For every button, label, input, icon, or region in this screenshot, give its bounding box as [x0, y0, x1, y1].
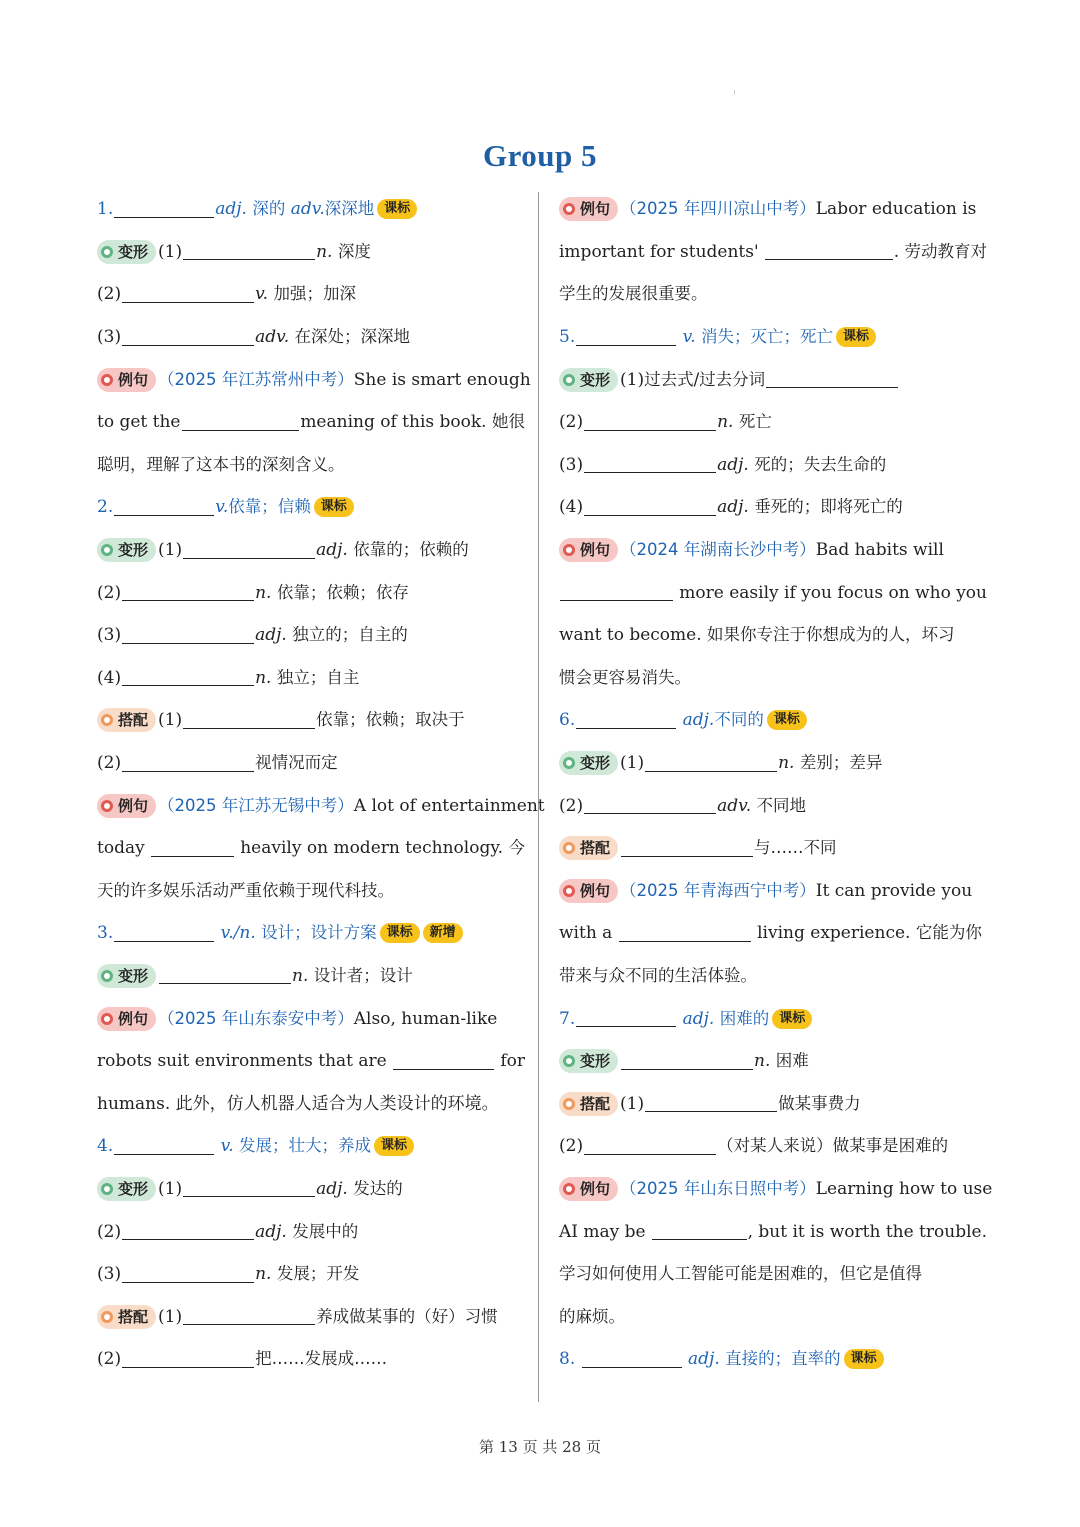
part-of-speech: n.	[255, 667, 272, 688]
answer-blank[interactable]	[584, 456, 716, 473]
example-source: （2025 年四川凉山中考）	[620, 199, 816, 219]
part-of-speech: adj.	[316, 540, 348, 561]
item-number: (1)	[158, 540, 183, 561]
answer-blank[interactable]	[122, 329, 254, 346]
part-of-speech: n.	[255, 1264, 272, 1285]
entry-5-header	[559, 316, 987, 359]
circle-icon	[563, 203, 575, 215]
example-text: robots suit environments that are	[97, 1051, 387, 1072]
answer-blank[interactable]	[182, 414, 300, 431]
part-of-speech: adv.	[290, 199, 325, 220]
item-number: (4)	[559, 497, 584, 518]
entry-2-variant-3	[97, 614, 525, 657]
entry-6-header	[559, 699, 987, 742]
definition: 发展；壮大；养成	[239, 1136, 372, 1156]
entry-number: 4.	[97, 1136, 114, 1157]
entry-number: 1.	[97, 199, 114, 220]
answer-blank[interactable]	[183, 712, 315, 729]
entry-4-collocation-2	[97, 1338, 525, 1381]
tag-label: 变形	[580, 754, 611, 773]
circle-icon	[101, 544, 113, 556]
part-of-speech: v.	[682, 327, 696, 348]
circle-icon	[563, 544, 575, 556]
dapei-tag	[97, 708, 156, 732]
definition: 做某事费力	[778, 1093, 861, 1113]
item-number: (3)	[97, 327, 122, 348]
entry-2-variant-1	[97, 529, 525, 572]
bianxing-tag	[559, 1049, 618, 1073]
translation: 如果你专注于你想成为的人，坏习	[707, 625, 955, 645]
entry-3-example-line-3	[97, 1082, 525, 1125]
part-of-speech: n.	[717, 412, 734, 433]
tag-label: 搭配	[580, 1094, 611, 1113]
part-of-speech: adj.	[255, 625, 287, 646]
answer-blank[interactable]	[114, 1138, 214, 1155]
entry-number: 2.	[97, 497, 114, 518]
translation: 劳动教育对	[904, 241, 987, 261]
answer-blank[interactable]	[619, 925, 751, 942]
tag-label: 搭配	[118, 711, 149, 730]
entry-5-variant-1	[559, 358, 987, 401]
entry-5-example-line-2	[559, 571, 987, 614]
circle-icon	[563, 1055, 575, 1067]
answer-blank[interactable]	[765, 243, 893, 260]
entry-4-example	[559, 188, 987, 231]
entry-number: 5.	[559, 327, 576, 348]
entry-7-example-line-3	[559, 1253, 987, 1296]
item-number: (1)	[158, 1306, 183, 1327]
tag-label: 例句	[580, 881, 611, 900]
part-of-speech: n.	[778, 753, 795, 774]
tag-label: 变形	[118, 1179, 149, 1198]
answer-blank[interactable]	[576, 712, 676, 729]
page-title: Group 5	[482, 138, 598, 173]
definition: 差别；差异	[799, 753, 883, 773]
tag-label: 例句	[580, 1179, 611, 1198]
answer-blank[interactable]	[151, 840, 234, 857]
definition: 困难的	[719, 1008, 770, 1028]
circle-icon	[563, 1098, 575, 1110]
example-source: （2025 年山东泰安中考）	[158, 1008, 354, 1028]
entry-4-variant-1	[97, 1168, 525, 1211]
item-number: (1)	[158, 1178, 183, 1199]
answer-blank[interactable]	[766, 371, 898, 388]
definition: 依靠；依赖；取决于	[316, 710, 465, 730]
tag-label: 变形	[118, 242, 149, 261]
item-number: (2)	[559, 1136, 584, 1157]
item-number: (1)	[620, 753, 645, 774]
answer-blank[interactable]	[183, 1308, 315, 1325]
part-of-speech: adj.	[255, 1221, 287, 1242]
definition: 加强；加深	[273, 284, 356, 304]
entry-3-header	[97, 912, 525, 955]
bianxing-tag	[97, 1177, 156, 1201]
entry-6-example-line-2	[559, 912, 987, 955]
item-number: (4)	[97, 667, 122, 688]
entry-5-variant-2	[559, 401, 987, 444]
part-of-speech: n.	[754, 1051, 771, 1072]
kebiao-badge: 课标	[844, 1349, 884, 1369]
answer-blank[interactable]	[122, 286, 254, 303]
circle-icon	[563, 757, 575, 769]
liju-tag	[559, 879, 618, 903]
answer-blank[interactable]	[584, 499, 716, 516]
answer-blank[interactable]	[122, 1351, 254, 1368]
answer-blank[interactable]	[122, 584, 254, 601]
part-of-speech: adv.	[717, 795, 752, 816]
tag-label: 例句	[580, 200, 611, 219]
definition: 与……不同	[754, 838, 837, 858]
example-text: She is smart enough	[353, 369, 531, 390]
tag-label: 搭配	[118, 1307, 149, 1326]
definition: 深深地	[324, 199, 375, 219]
answer-blank[interactable]	[122, 755, 254, 772]
answer-blank[interactable]	[159, 967, 291, 984]
liju-tag	[559, 1177, 618, 1201]
entry-4-header	[97, 1125, 525, 1168]
entry-6-collocation	[559, 827, 987, 870]
tag-label: 例句	[118, 1009, 149, 1028]
answer-blank[interactable]	[122, 627, 254, 644]
answer-blank[interactable]	[183, 1180, 315, 1197]
circle-icon	[563, 842, 575, 854]
entry-7-example	[559, 1168, 993, 1211]
translation: humans. 此外，仿人机器人适合为人类设计的环境。	[97, 1093, 499, 1114]
entry-6-example	[559, 870, 987, 913]
item-number: (1)	[620, 369, 645, 390]
entry-5-variant-4	[559, 486, 987, 529]
entry-2-example-line-2	[97, 827, 525, 870]
right-column	[559, 188, 993, 1381]
kebiao-badge: 课标	[836, 327, 876, 347]
item-number: (1)	[158, 710, 183, 731]
part-of-speech: n.	[316, 241, 333, 262]
tag-label: 搭配	[580, 839, 611, 858]
translation: 带来与众不同的生活体验。	[559, 965, 757, 985]
translation: 学习如何使用人工智能可能是困难的，但它是值得	[559, 1264, 922, 1284]
kebiao-badge: 课标	[767, 710, 807, 730]
definition: （对某人来说）做某事是困难的	[717, 1136, 949, 1156]
answer-blank[interactable]	[645, 755, 777, 772]
definition: 直接的；直率的	[725, 1349, 841, 1369]
answer-blank[interactable]	[621, 840, 753, 857]
example-text: important for students'	[559, 241, 759, 262]
definition: 不同地	[756, 795, 807, 815]
answer-blank[interactable]	[645, 1095, 777, 1112]
circle-icon	[101, 1013, 113, 1025]
part-of-speech: v.	[220, 1136, 234, 1157]
definition: 消失；灭亡；死亡	[701, 327, 834, 347]
answer-blank[interactable]	[621, 1053, 753, 1070]
entry-4-example-line-2	[559, 231, 987, 274]
item-number: (2)	[559, 795, 584, 816]
circle-icon	[101, 800, 113, 812]
example-text: Bad habits will	[815, 540, 944, 561]
translation: 今	[508, 838, 525, 858]
definition: 深度	[337, 241, 371, 261]
definition: 过去式/过去分词	[644, 369, 766, 389]
circle-icon	[101, 970, 113, 982]
entry-8-header	[559, 1338, 987, 1381]
example-text: living experience.	[757, 923, 911, 944]
entry-7-header	[559, 997, 987, 1040]
entry-2-example	[97, 784, 545, 827]
definition: 垂死的；即将死亡的	[754, 497, 903, 517]
answer-blank[interactable]	[122, 669, 254, 686]
definition: 设计；设计方案	[261, 923, 377, 943]
translation: 天的许多娱乐活动严重依赖于现代科技。	[97, 880, 394, 900]
answer-blank[interactable]	[582, 1351, 682, 1368]
example-text: today	[97, 838, 145, 859]
part-of-speech: adj.	[682, 1008, 715, 1029]
answer-blank[interactable]	[576, 1010, 676, 1027]
example-text: Learning how to use	[815, 1178, 993, 1199]
example-source: （2025 年江苏无锡中考）	[158, 795, 354, 815]
answer-blank[interactable]	[114, 925, 214, 942]
answer-blank[interactable]	[584, 1138, 716, 1155]
definition: 深的	[252, 199, 286, 219]
translation: 学生的发展很重要。	[559, 284, 708, 304]
dapei-tag	[559, 1092, 618, 1116]
liju-tag	[559, 538, 618, 562]
part-of-speech: n.	[255, 582, 272, 603]
circle-icon	[101, 714, 113, 726]
example-source: （2025 年山东日照中考）	[620, 1178, 816, 1198]
entry-number: 7.	[559, 1008, 576, 1029]
tag-label: 变形	[118, 541, 149, 560]
entry-5-variant-3	[559, 444, 987, 487]
bianxing-tag	[559, 368, 618, 392]
part-of-speech: adj.	[316, 1178, 348, 1199]
scan-mark	[734, 90, 735, 95]
part-of-speech: adj.	[717, 454, 749, 475]
part-of-speech: adj.	[682, 710, 715, 731]
definition: 在深处；深深地	[294, 327, 411, 347]
definition: 发展；开发	[276, 1264, 360, 1284]
entry-4-variant-2	[97, 1210, 525, 1253]
example-text: A lot of entertainment	[353, 795, 545, 816]
example-text: want to become.	[559, 625, 702, 646]
translation: 惯会更容易消失。	[559, 667, 691, 687]
entry-1-example	[97, 358, 531, 401]
answer-blank[interactable]	[576, 329, 676, 346]
entry-7-variant	[559, 1040, 987, 1083]
entry-number: 3.	[97, 923, 114, 944]
entry-6-variant-2	[559, 784, 987, 827]
entry-7-collocation-2	[559, 1125, 987, 1168]
answer-blank[interactable]	[122, 1223, 254, 1240]
example-source: （2025 年青海西宁中考）	[620, 880, 816, 900]
entry-1-header	[97, 188, 525, 231]
example-text: It can provide you	[815, 880, 973, 901]
translation: 的麻烦。	[559, 1306, 625, 1326]
definition: 发达的	[353, 1178, 403, 1198]
bianxing-tag	[559, 751, 618, 775]
definition: 把……发展成……	[255, 1349, 388, 1369]
definition: 不同的	[714, 710, 764, 730]
part-of-speech: v./n.	[220, 923, 256, 944]
translation: 她很	[492, 412, 525, 432]
circle-icon	[101, 374, 113, 386]
entry-1-example-line-3	[97, 444, 525, 487]
entry-3-example	[97, 997, 525, 1040]
answer-blank[interactable]	[393, 1053, 494, 1070]
answer-blank[interactable]	[114, 499, 214, 516]
entry-4-example-line-3	[559, 273, 987, 316]
circle-icon	[101, 1183, 113, 1195]
item-number: (3)	[559, 454, 584, 475]
entry-3-variant	[97, 955, 525, 998]
item-number: (2)	[97, 753, 122, 774]
bianxing-tag	[97, 964, 156, 988]
entry-1-variant-1	[97, 231, 525, 274]
definition: 困难	[775, 1051, 809, 1071]
definition: 死的；失去生命的	[754, 454, 887, 474]
example-text: AI may be	[559, 1221, 646, 1242]
example-text: to get the	[97, 412, 181, 433]
item-number: (2)	[559, 412, 584, 433]
part-of-speech: adj.	[688, 1349, 720, 1370]
part-of-speech: v.	[255, 284, 269, 305]
entry-6-variant-1	[559, 742, 987, 785]
definition: 养成做某事的（好）习惯	[316, 1306, 498, 1326]
entry-number: 6.	[559, 710, 576, 731]
example-text: meaning of this book.	[300, 412, 487, 433]
definition: 视情况而定	[255, 753, 338, 773]
example-source: （2025 年江苏常州中考）	[158, 369, 354, 389]
answer-blank[interactable]	[560, 584, 673, 601]
circle-icon	[101, 246, 113, 258]
tag-label: 变形	[580, 1052, 611, 1071]
entry-7-collocation-1	[559, 1082, 987, 1125]
tag-label: 例句	[118, 370, 149, 389]
tag-label: 变形	[118, 966, 149, 985]
liju-tag	[97, 794, 156, 818]
dapei-tag	[97, 1305, 156, 1329]
kebiao-badge: 课标	[772, 1009, 812, 1029]
answer-blank[interactable]	[584, 414, 716, 431]
item-number: (3)	[97, 625, 122, 646]
bianxing-tag	[97, 240, 156, 264]
definition: 依靠的；依赖的	[353, 540, 469, 560]
translation: 聪明，理解了这本书的深刻含义。	[97, 454, 345, 474]
tag-label: 例句	[580, 541, 611, 560]
kebiao-badge: 课标	[377, 199, 417, 219]
item-number: (3)	[97, 1264, 122, 1285]
item-number: (1)	[158, 241, 183, 262]
circle-icon	[563, 885, 575, 897]
part-of-speech: n.	[292, 965, 309, 986]
entry-5-example-line-3	[559, 614, 987, 657]
entry-3-example-line-2	[97, 1040, 525, 1083]
entry-4-collocation-1	[97, 1295, 525, 1338]
entry-1-variant-3	[97, 316, 525, 359]
entry-4-variant-3	[97, 1253, 525, 1296]
example-text: heavily on modern technology.	[240, 838, 504, 859]
entry-6-example-line-3	[559, 955, 987, 998]
entry-1-example-line-2	[97, 401, 525, 444]
entry-5-example	[559, 529, 987, 572]
answer-blank[interactable]	[122, 1266, 254, 1283]
circle-icon	[101, 1311, 113, 1323]
translation: 它能为你	[915, 923, 982, 943]
answer-blank[interactable]	[183, 542, 315, 559]
definition: 依靠；依赖；依存	[276, 582, 409, 602]
kebiao-badge: 课标	[314, 497, 354, 517]
entry-7-example-line-4	[559, 1295, 987, 1338]
bianxing-tag	[97, 538, 156, 562]
liju-tag	[559, 197, 618, 221]
part-of-speech: adj.	[215, 199, 247, 220]
entry-2-collocation-2	[97, 742, 525, 785]
example-text: .	[893, 241, 900, 262]
item-number: (2)	[97, 284, 122, 305]
tag-label: 例句	[118, 796, 149, 815]
part-of-speech: v.	[215, 497, 229, 518]
answer-blank[interactable]	[183, 243, 315, 260]
definition: 发展中的	[292, 1221, 359, 1241]
circle-icon	[563, 1183, 575, 1195]
answer-blank[interactable]	[114, 201, 214, 218]
entry-2-variant-4	[97, 657, 525, 700]
definition: 依靠；信赖	[228, 497, 311, 517]
answer-blank[interactable]	[652, 1223, 747, 1240]
entry-1-variant-2	[97, 273, 525, 316]
entry-7-example-line-2	[559, 1210, 987, 1253]
circle-icon	[563, 374, 575, 386]
example-text: Also, human-like	[353, 1008, 498, 1029]
example-source: （2024 年湖南长沙中考）	[620, 540, 816, 560]
example-text: , but it is worth the trouble.	[747, 1221, 987, 1242]
kebiao-badge: 课标	[380, 923, 420, 943]
entry-number: 8.	[559, 1349, 576, 1370]
page-footer: 第 13 页 共 28 页	[478, 1438, 601, 1456]
part-of-speech: adj.	[717, 497, 749, 518]
definition: 设计者；设计	[313, 965, 413, 985]
part-of-speech: adv.	[255, 327, 290, 348]
entry-5-example-line-4	[559, 657, 987, 700]
answer-blank[interactable]	[584, 797, 716, 814]
dapei-tag	[559, 836, 618, 860]
entry-2-collocation-1	[97, 699, 525, 742]
kebiao-badge: 课标	[374, 1136, 414, 1156]
entry-2-example-line-3	[97, 870, 525, 913]
example-text: Labor education is	[815, 199, 977, 220]
tag-label: 变形	[580, 370, 611, 389]
item-number: (2)	[97, 582, 122, 603]
definition: 独立；自主	[276, 667, 360, 687]
xinzeng-badge: 新增	[423, 923, 463, 943]
example-text: with a	[559, 923, 613, 944]
example-text: more easily if you focus on who you	[679, 582, 987, 603]
left-column	[97, 188, 545, 1381]
entry-2-variant-2	[97, 571, 525, 614]
example-text: for	[500, 1051, 525, 1072]
liju-tag	[97, 1007, 156, 1031]
definition: 独立的；自主的	[292, 625, 408, 645]
item-number: (1)	[620, 1093, 645, 1114]
item-number: (2)	[97, 1221, 122, 1242]
item-number: (2)	[97, 1349, 122, 1370]
entry-2-header	[97, 486, 525, 529]
liju-tag	[97, 368, 156, 392]
definition: 死亡	[738, 412, 772, 432]
